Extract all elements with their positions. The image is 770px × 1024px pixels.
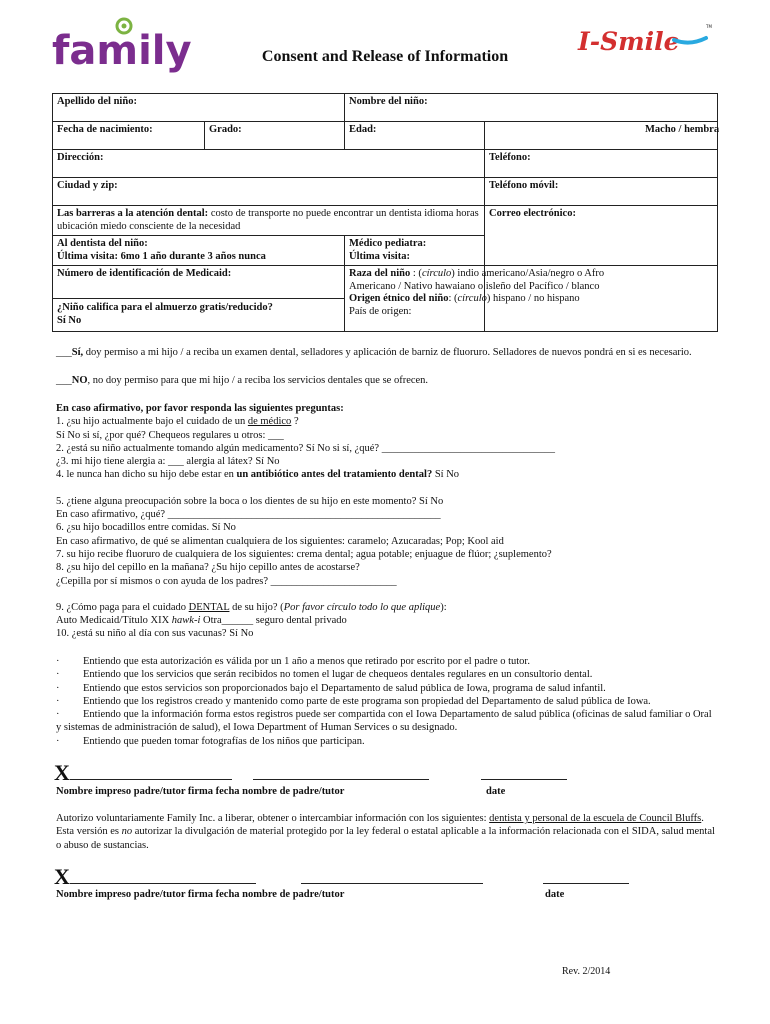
- signature-label-2: Nombre impreso padre/tutor firma fecha nombre de padre/tutor: [56, 889, 345, 900]
- page-title: Consent and Release of Information: [261, 48, 509, 65]
- fecha-field[interactable]: Fecha de nacimiento:: [53, 122, 205, 150]
- family-logo: [52, 14, 192, 80]
- release-paragraph: Autorizo voluntariamente Family Inc. a liberar, obtener o intercambiar información con los siguientes: dentista y personal de la escuela de Council Bluffs. Esta versión es no autorizar la divulgación de material protegido por la ley federal o estatal aplicable a la información relacionada con el SIDA, salud mental o abuso de sustancias.: [56, 813, 715, 851]
- ciudad-field[interactable]: Ciudad y zip:: [53, 178, 485, 206]
- grado-field[interactable]: Grado:: [205, 122, 345, 150]
- signature-block-1[interactable]: X: [54, 760, 734, 786]
- dentista-cell[interactable]: Al dentista del niño: Última visita: 6mo 1 año durante 3 años nunca Número de identificación de Medicaid: ¿Niño califica para el almuerzo gratis/reducido? Sí No: [53, 236, 345, 332]
- movil-field[interactable]: Teléfono móvil:: [485, 178, 718, 206]
- signature-date-1: date: [486, 786, 506, 797]
- signature-block-2[interactable]: X: [54, 864, 734, 890]
- medico-cell[interactable]: Médico pediatra: Última visita: Raza del niño : (círculo) indio americano/Asia/negro o Afro Americano / Nativo hawaiano o isleño del Pacífico / blanco Origen étnico del niño: (círculo) hispano / no hispano País de origen:: [345, 236, 718, 332]
- revision-label: Rev. 2/2014: [562, 966, 611, 977]
- sexo-field[interactable]: Macho / hembra: [485, 122, 718, 150]
- nombre-field[interactable]: Nombre del niño:: [345, 94, 718, 122]
- direccion-field[interactable]: Dirección:: [53, 150, 485, 178]
- apellido-field[interactable]: Apellido del niño:: [53, 94, 345, 122]
- questions-section: En caso afirmativo, por favor responda las siguientes preguntas: 1. ¿su hijo actualmente bajo el cuidado de un de médico ? Sí No si sí, ¿por qué? Chequeos regulares u otros: ___ 2. ¿está su niño actualmente tomando algún medicamento? Sí No si sí, ¿qué? _________________________________ ¿3. mi hijo tiene alergia a: ___ alergia al látex? Sí No 4. le nunca han dicho su hijo debe estar en un antibiótico antes del tratamiento dental? Sí No 5. ¿tiene alguna preocupación sobre la boca o los dientes de su hijo en este momento? Sí No En caso afirmativo, ¿qué? ____________________________________________________ 6. ¿su hijo bocadillos entre comidas. Sí No En caso afirmativo, de qué se alimentan cualquiera de los siguientes: caramelo; Azucaradas; Pop; Kool aid 7. su hijo recibe fluoruro de cualquiera de los siguientes: crema dental; agua potable; enjuague de flúor; ¿suplemento? 8. ¿su hijo del cepillo en la mañana? ¿Su hijo cepillo antes de acostarse? ¿Cepilla por sí mismos o con ayuda de los padres? ________________________ 9. ¿Cómo paga para el cuidado DENTAL de su hijo? (Por favor círculo todo lo que aplique): Auto Medicaid/Título XIX hawk-i Otra______ seguro dental privado 10. ¿está su niño al día con sus vacunas? Sí No: [56, 403, 555, 640]
- family-logo-text: family: [52, 28, 192, 74]
- child-info-form: [52, 93, 718, 332]
- signature-date-2: date: [545, 889, 565, 900]
- terms-list: · Entiendo que esta autorización es válida por un 1 año a menos que retirado por escrito por el padre o tutor. · Entiendo que los servicios que serán recibidos no tomen el lugar de chequeos dentales regulares en un consultorio dental. · Entiendo que estos servicios son proporcionados bajo el Departamento de salud pública de Iowa, programa de salud infantil. · Entiendo que los registros creado y mantenido como parte de este programa son propiedad del Departamento de salud pública de Iowa. · Entiendo que la información forma estos registros puede ser compartida con el Iowa Departamento de salud pública (oficinas de salud familiar o Oral y sistemas de administración de salud), el Iowa Department of Human Services o su designado. · Entiendo que pueden tomar fotografías de los niños que participan.: [56, 656, 712, 747]
- barreras-field[interactable]: Las barreras a la atención dental: costo de transporte no puede encontrar un dentista idioma horas ubicación miedo consciente de la necesidad: [53, 206, 485, 236]
- consent-no[interactable]: ___NO, no doy permiso para que mi hijo / a reciba los servicios dentales que se ofrecen.: [56, 375, 429, 386]
- ismile-tm: TM: [706, 24, 712, 29]
- signature-label-1: Nombre impreso padre/tutor firma fecha nombre de padre/tutor: [56, 786, 345, 797]
- correo-field[interactable]: Correo electrónico:: [485, 206, 718, 332]
- consent-yes[interactable]: ___Sí, doy permiso a mi hijo / a reciba un examen dental, selladores y aplicación de barniz de fluoruro. Selladores de nuevos pondrá en si es necesario.: [56, 347, 692, 358]
- edad-field[interactable]: Edad:: [345, 122, 485, 150]
- ismile-logo-text: I-Smile: [578, 27, 680, 56]
- telefono-field[interactable]: Teléfono:: [485, 150, 718, 178]
